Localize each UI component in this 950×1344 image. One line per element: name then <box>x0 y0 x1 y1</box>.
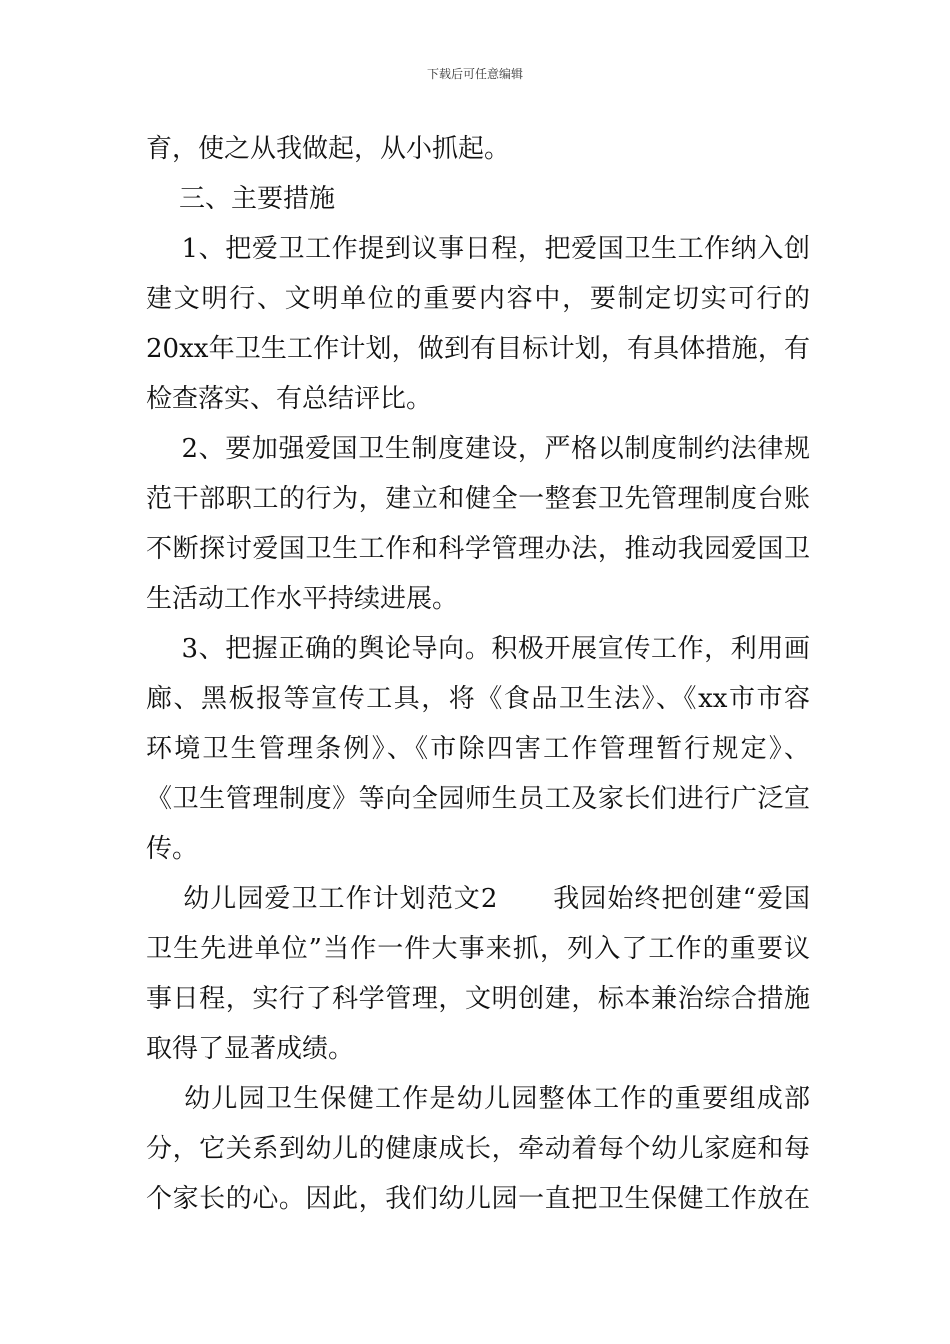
text-line-2: 三、主要措施 <box>146 184 336 214</box>
text-line-18: 事日程，实行了科学管理，文明创建，标本兼治综合措施 <box>146 984 810 1014</box>
text-line-13: 环境卫生管理条例》、《市除四害工作管理暂行规定》、 <box>146 734 810 764</box>
text-line-3: 1、把爱卫工作提到议事日程，把爱国卫生工作纳入创 <box>146 234 810 264</box>
text-line-5: 20xx年卫生工作计划，做到有目标计划，有具体措施，有 <box>146 334 810 364</box>
text-line-19: 取得了显著成绩。 <box>146 1034 355 1064</box>
text-line-6: 检查落实、有总结评比。 <box>146 384 433 414</box>
document-body <box>146 124 810 1224</box>
text-line-14: 《卫生管理制度》等向全园师生员工及家长们进行广泛宣 <box>146 784 810 814</box>
text-line-9: 不断探讨爱国卫生工作和科学管理办法，推动我园爱国卫 <box>146 534 810 564</box>
text-line-16: 幼儿园爱卫工作计划范文2 我园始终把创建“爱国 <box>146 884 810 914</box>
text-line-12: 廊、黑板报等宣传工具，将《食品卫生法》、《xx市市容 <box>146 684 810 714</box>
text-line-7: 2、要加强爱国卫生制度建设，严格以制度制约法律规 <box>146 434 810 464</box>
text-line-20: 幼儿园卫生保健工作是幼儿园整体工作的重要组成部 <box>146 1084 810 1114</box>
text-line-22: 个家长的心。因此，我们幼儿园一直把卫生保健工作放在 <box>146 1184 810 1214</box>
text-line-4: 建文明行、文明单位的重要内容中，要制定切实可行的 <box>146 284 810 314</box>
text-line-10: 生活动工作水平持续进展。 <box>146 584 459 614</box>
text-line-8: 范干部职工的行为，建立和健全一整套卫先管理制度台账 <box>146 484 810 514</box>
text-line-11: 3、把握正确的舆论导向。积极开展宣传工作，利用画 <box>146 634 810 664</box>
text-line-15: 传。 <box>146 834 199 864</box>
text-line-21: 分，它关系到幼儿的健康成长，牵动着每个幼儿家庭和每 <box>146 1134 810 1164</box>
page-header-note: 下载后可任意编辑 <box>426 67 523 81</box>
text-line-17: 卫生先进单位”当作一件大事来抓，列入了工作的重要议 <box>146 934 810 964</box>
text-line-1: 育，使之从我做起，从小抓起。 <box>146 134 511 164</box>
